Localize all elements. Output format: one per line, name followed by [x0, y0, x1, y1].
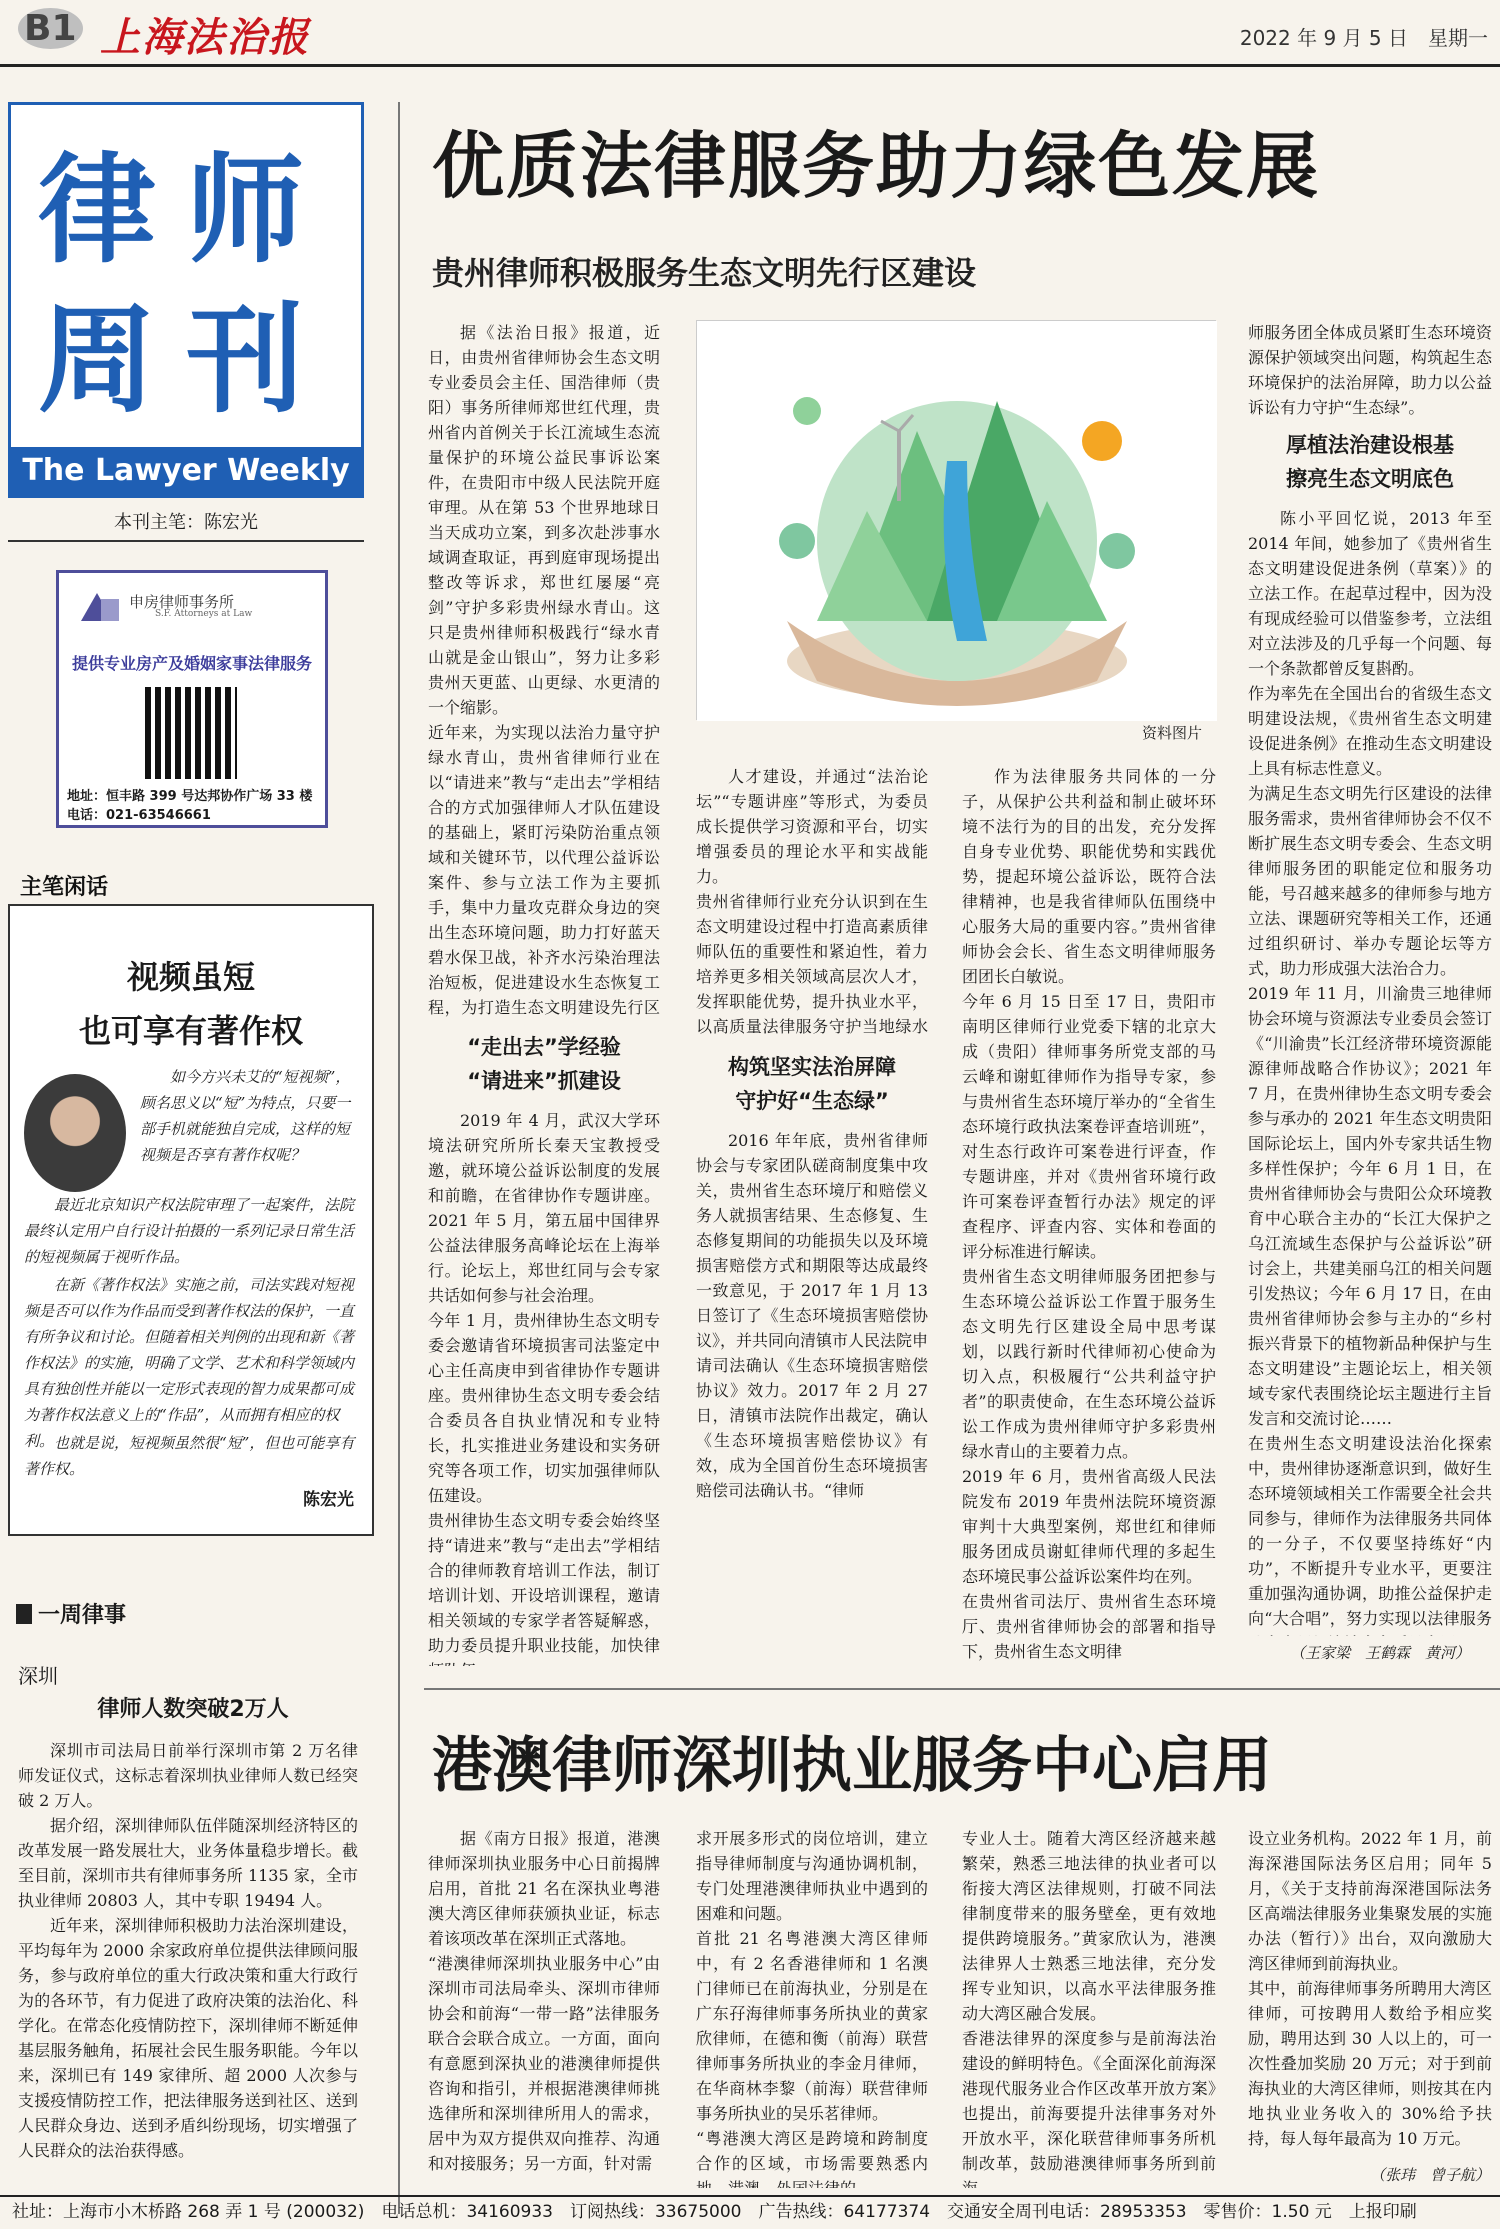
article2-byline: （张玮 曾子航） [1370, 2164, 1490, 2185]
newspaper-logo: 上海法治报 [100, 6, 310, 63]
column-p1: 如今方兴未艾的“短视频”，顾名思义以“短”为特点，只要一部手机就能独自完成，这样的短视频是否享有著作权呢？ [140, 1064, 362, 1168]
column-p2: 最近北京知识产权法院审理了一起案件，法院最终认定用户自行设计拍摄的一系列记录日常生活的短视频属于视听作品。 [24, 1192, 364, 1270]
week-p1: 深圳市司法局日前举行深圳市第 2 万名律师发证仪式，这标志着深圳执业律师人数已经突破 2 万人。 [18, 1738, 358, 1813]
article1-col4: 师服务团全体成员紧盯生态环境资源保护领域突出问题，构筑起生态环境保护的法治屏障，助力以公益诉讼有力守护“生态绿”。 [1248, 320, 1492, 420]
article2-col3: 专业人士。随着大湾区经济越来越繁荣，熟悉三地法律的执业者可以衔接大湾区法律规则，打破不同法律制度带来的服务壁垒，更有效地提供跨境服务。”黄家欣认为，港澳法律界人士熟悉三地法律，充分发挥专业知识，以高水平法律服务推动大湾区融合发展。 香港法律界的深度参与是前海法治建设的鲜明特色。《全面深化前海深港现代服务业合作区改革开放方案》也提出，前海要提升法律事务对外开放水平，深化联营律师事务所机制改革，鼓励港澳律师事务所到前 [962, 1826, 1216, 2188]
ad-phone: 电话：021-63546661 [67, 806, 312, 825]
firm-name-en: S.F. Attorneys at Law [155, 609, 252, 619]
sec2-line1: 构筑坚实法治屏障 [696, 1050, 928, 1084]
sec2-line2: 守护好“生态绿” [696, 1084, 928, 1118]
week-news-label: 一周律事 [38, 1603, 126, 1628]
ad-tagline: 提供专业房产及婚姻家事法律服务 [59, 651, 325, 674]
sec3-line2: 擦亮生态文明底色 [1248, 462, 1492, 496]
article2-col2: 求开展多形式的岗位培训，建立指导律师制度与沟通协调机制，专门处理港澳律师执业中遇到的困难和问题。 首批 21 名粤港澳大湾区律师中，有 2 名香港律师和 1 名澳门律师已在前海执业，分别是在广东孖海律师事务所执业的黄家欣律师，在德和衡（前海）联营律师事务所执业的李金月律师，在华商林李黎（前海）联营律师事务所执业的吴乐茗律师。 “粤港澳大湾区是跨境和跨制度合作的区域，市场需要熟悉内 [696, 1826, 928, 2188]
masthead-line2: 周刊 [11, 265, 361, 435]
article2-col1: 据《南方日报》报道，港澳律师深圳执业服务中心日前揭牌启用，首批 21 名在深执业粤港澳大湾区律师获颁执业证，标志着该项改革在深圳正式落地。 “港澳律师深圳执业服务中心”由深圳市司法局牵头、深圳市律师协会和前海“一带一路”法律服务联合会联合成立。一方面，面向有意愿到深执业的港澳律师提供咨询和指引，并根据港澳律师挑选律所和深圳律所用人的需求，居中为双方提供双向推荐、沟通和对接服务；另一方面，针对需 [428, 1826, 660, 2188]
masthead-line1: 律师 [11, 115, 361, 285]
masthead-english: The Lawyer Weekly [11, 447, 361, 495]
article1-col1: 据《法治日报》报道，近日，由贵州省律师协会生态文明专业委员会主任、国浩律师（贵阳）事务所律师郑世红代理，贵州省内首例关于长江流域生态流量保护的环境公益民事诉讼案件，在贵阳市中级人民法院开庭审理。从在第 53 个世界地球日当天成功立案，到多次赴涉事水域调查取证，再到庭审现场提出整改等诉求，郑世红屡屡“亮剑”守护多彩贵州绿水青山。这只是贵州律师积极践行“绿水青山就是金山银山”，努力让多彩贵州天更蓝、山更绿、水更清的一个缩影。 近年来，为实现以法治力量守护绿水青山，贵州省律师行业在以“请进来”教与“走出去”学相结合的方式加强律师人才队伍建设的基础上，紧盯污染防治重点领域和关键环节，以代理公益诉讼案件、参与立法工作为主要抓手，集中力量攻克群众身边的突出生态环境问题，助力打好蓝天碧水保卫战，补齐水污染治理法治短板，促进建设水生态恢复工程，为打造生态文明建设先行区 [428, 320, 660, 1020]
article1-col3: 作为法律服务共同体的一分子，从保护公共利益和制止破坏环境不法行为的目的出发，充分发挥自身专业优势、职能优势和实践优势，提起环境公益诉讼，既符合法律精神，也是我省律师队伍围绕中心服务大局的重要内容。”贵州省律师协会会长、省生态文明律师服务团团长白敏说。 今年 6 月 15 日至 17 日，贵阳市南明区律师行业党委下辖的北京大成（贵阳）律师事务所党支部的马云峰和谢虹律师作为指导专家，参与贵州省生态环境厅举办的“全省生态环境行政执法案卷评查培训班”，对生态行政许可案卷进行评查，作专题讲座，并对《贵州省环境行政许可案卷评查暂行办法》规定的评查程序、评查内容、实体和卷面的评分标准进行解读。 贵州省生态文明律师服务团把参与生态环境公益诉讼工作置于服务生态文明先行区建设全局中思考谋划，以践行新时代律师初心使命为切入点，积极履行“公共利益守护者”的职责使命，在生态环境公益诉讼工作成为贵州律师守护多彩贵州绿水青山的主要着力点。 2019 年 6 月，贵州省高级人民法院发布 2019 年贵州法院环境资源审判十大典型案例，郑世红和律师服务团成员谢虹律师代理的多起生态环境民事公益诉讼案件均在列。 在贵州省司法厅、贵州省生态环境厅、贵州省律师协会的部署和指导下，贵州省生态文明律 [962, 764, 1216, 1666]
ad-address: 地址：恒丰路 399 号达邦协作广场 33 楼 [67, 787, 312, 806]
issue-date: 2022 年 9 月 5 日 星期一 [1240, 22, 1488, 51]
column-byline: 陈宏光 [303, 1485, 354, 1510]
sec1-line1: “走出去”学经验 [428, 1030, 660, 1064]
article1-col4b: 陈小平回忆说，2013 年至 2014 年间，她参加了《贵州省生态文明建设促进条例（草案）》的立法工作。在起草过程中，因为没有现成经验可以借鉴参考，立法组对立法涉及的几乎每一个问题、每一个条款都曾反复斟酌。 作为率先在全国出台的省级生态文明建设法规，《贵州省生态文明建设促进条例》在推动生态文明建设上具有标志性意义。 为满足生态文明先行区建设的法律服务需求，贵州省律师协会不仅不断扩展生态文明专委会、生态文明律师服务团的职能定位和服务功能，号召越来越多的律师参与地方立法、课题研究等相关工作，还通过组织研讨、举办专题论坛等方式，助力形成强大法治合力。 2019 年 11 月，川渝贵三地律师协会环境与资源法专业委员会签订《“川渝贵”长江经济带环境资源能源律师战略合作协议》；2021 年 7 月，在贵州律协生态文明专委会参与承办的 2021 年生态文明贵阳国际论坛上，国内外专家共话生物多样性保护；今年 6 月 1 日，在贵州省律师协会与贵阳公众环境教育中心联合主办的“长江大保护之乌江流域生态保护与公益诉讼”研讨会上，共建美丽乌江的相关问题引发热议；今年 6 月 17 日，在由贵州省律师协会参与主办的“乡村振兴背景下的植物新品种保护与生态文明建设”主题论坛上，相关领域专家代表围绕论坛主题进行主旨发言和交流讨论…… 在贵州生态文明建设法治化探索中，贵州律协逐渐意识到，做好生态环境领域相关工作需要全社会共同参与，律师作为法律服务共同体的一分子，不仅要坚持练好“内功”，不断提升专业水平，更要注重加强沟通协调，助推公益保护走向“大合唱”，努力实现以法律服务 [1248, 506, 1492, 1636]
week-p3: 近年来，深圳律师积极助力法治深圳建设，平均每年为 2000 余家政府单位提供法律顾问服务，参与政府单位的重大行政决策和重大行政行为的各环节，有力促进了政府决策的法治化、科学化。在常态化疫情防控下，深圳律师不断延伸基层服务触角，拓展社会民生服务职能。今年以来，深圳已有 149 家律所、超 2000 人次参与支援疫情防控工作，把法律服务送到社区、送到人民群众身边、送到矛盾纠纷现场，切实增强了人民群众的法治获得感。 [18, 1913, 358, 2163]
article1-byline: （王家梁 王鹤霖 黄河） [1290, 1642, 1470, 1663]
column-title2: 也可享有著作权 [10, 1006, 372, 1052]
article1-col2: 人才建设，并通过“法治论坛”“专题讲座”等形式，为委员成长提供学习资源和平台，切实增强委员的理论水平和实战能力。 贵州省律师行业充分认识到在生态文明建设过程中打造高素质律师队伍的重要性和紧迫性，着力培养更多相关领域高层次人才，发挥职能优势，提升执业水平，以高质量法律服务守护当地绿水 [696, 764, 928, 1034]
article1-title: 优质法律服务助力绿色发展 [432, 108, 1320, 212]
sec1-line2: “请进来”抓建设 [428, 1064, 660, 1098]
column-p3: 在新《著作权法》实施之前，司法实践对短视频是否可以作为作品而受到著作权法的保护，一直有所争议和讨论。但随着相关判例的出现和新《著作权法》的实施，明确了文学、艺术和科学领域内具有独创性并能以一定形式表现的智力成果都可成为著作权法意义上的“作品”，从而拥有相应的权利。 [24, 1272, 364, 1454]
week-location: 深圳 [18, 1660, 58, 1689]
article1-col1b: 2019 年 4 月，武汉大学环境法研究所所长秦天宝教授受邀，就环境公益诉讼制度的发展和前瞻，在省律协作专题讲座。2021 年 5 月，第五届中国律界公益法律服务高峰论坛在上海举行。论坛上，郑世红同与会专家共话如何参与社会治理。 今年 1 月，贵州律协生态文明专委会邀请省环境损害司法鉴定中心主任高庚申到省律协作专题讲座。贵州律协生态文明专委会结合委员各自执业情况和专业特长，扎实推进业务建设和实务研究等各项工作，切实加强律师队伍建设。 贵州律协生态文明专委会始终坚持“请进来”教与“走出去”学相结合的律师教育培训工作法，制订培训计划、开设培训课程，邀请相关领域的专家学者答疑解惑，助力委员提升职业技能，加快律 [428, 1108, 660, 1666]
sec3-line1: 厚植法治建设根基 [1248, 428, 1492, 462]
image-caption: 资料图片 [1142, 722, 1202, 743]
article1-subtitle: 贵州律师积极服务生态文明先行区建设 [432, 248, 976, 294]
firm-name: 申房律师事务所 [129, 591, 234, 612]
column-p4: 也就是说，短视频虽然很“短”，但也可能享有著作权。 [24, 1430, 364, 1482]
page-badge: B1 [18, 8, 82, 54]
article1-col2b: 2016 年年底，贵州省律师协会与专家团队磋商制度集中攻关，贵州省生态环境厅和赔偿义务人就损害结果、生态修复、生态修复期间的功能损失以及环境损害赔偿方式和期限等达成最终一致意见，于 2017 年 1 月 13 日签订了《生态环境损害赔偿协议》，并共同向清镇市人民法院申请司法确认《生态环境损害赔偿协议》效力。2017 年 2 月 27 日，清镇市法院作出裁定，确认《生态环境损害赔偿协议》有效，成为全国首份生态环境损害赔偿司法确认书。“律师 [696, 1128, 928, 1666]
article2-title: 港澳律师深圳执业服务中心启用 [432, 1718, 1272, 1804]
article2-col4: 设立业务机构。2022 年 1 月，前海深港国际法务区启用；同年 5 月，《关于支持前海深港国际法务区高端法律服务业集聚发展的实施办法（暂行）》出台，双向激励大湾区律师到前海执业。 其中，前海律师事务所聘用大湾区律师，可按聘用人数给予相应奖励，聘用达到 30 人以上的，可一次性叠加奖励 20 万元；对于到前海执业的大湾区律师，则按其在内地执业业务收入的 30%给予扶持，每人每年最高为 10 万元。 [1248, 1826, 1492, 2162]
footer-info: 社址：上海市小木桥路 268 弄 1 号 (200032) 电话总机：34160933 订阅热线：33675000 广告热线：64177374 交通安全周刊电话：28953353 零售价：1.50 元 上报印刷 [0, 2195, 1500, 2229]
chief-editor: 本刊主笔：陈宏光 [8, 508, 364, 534]
week-title: 律师人数突破2万人 [18, 1692, 368, 1723]
week-p2: 据介绍，深圳律师队伍伴随深圳经济特区的改革发展一路发展壮大，业务体量稳步增长。截至目前，深圳市共有律师事务所 1135 家，全市执业律师 20803 人，其中专职 19494 人。 [18, 1813, 358, 1913]
column-title1: 视频虽短 [10, 952, 372, 998]
column-header: 主笔闲话 [20, 870, 108, 901]
